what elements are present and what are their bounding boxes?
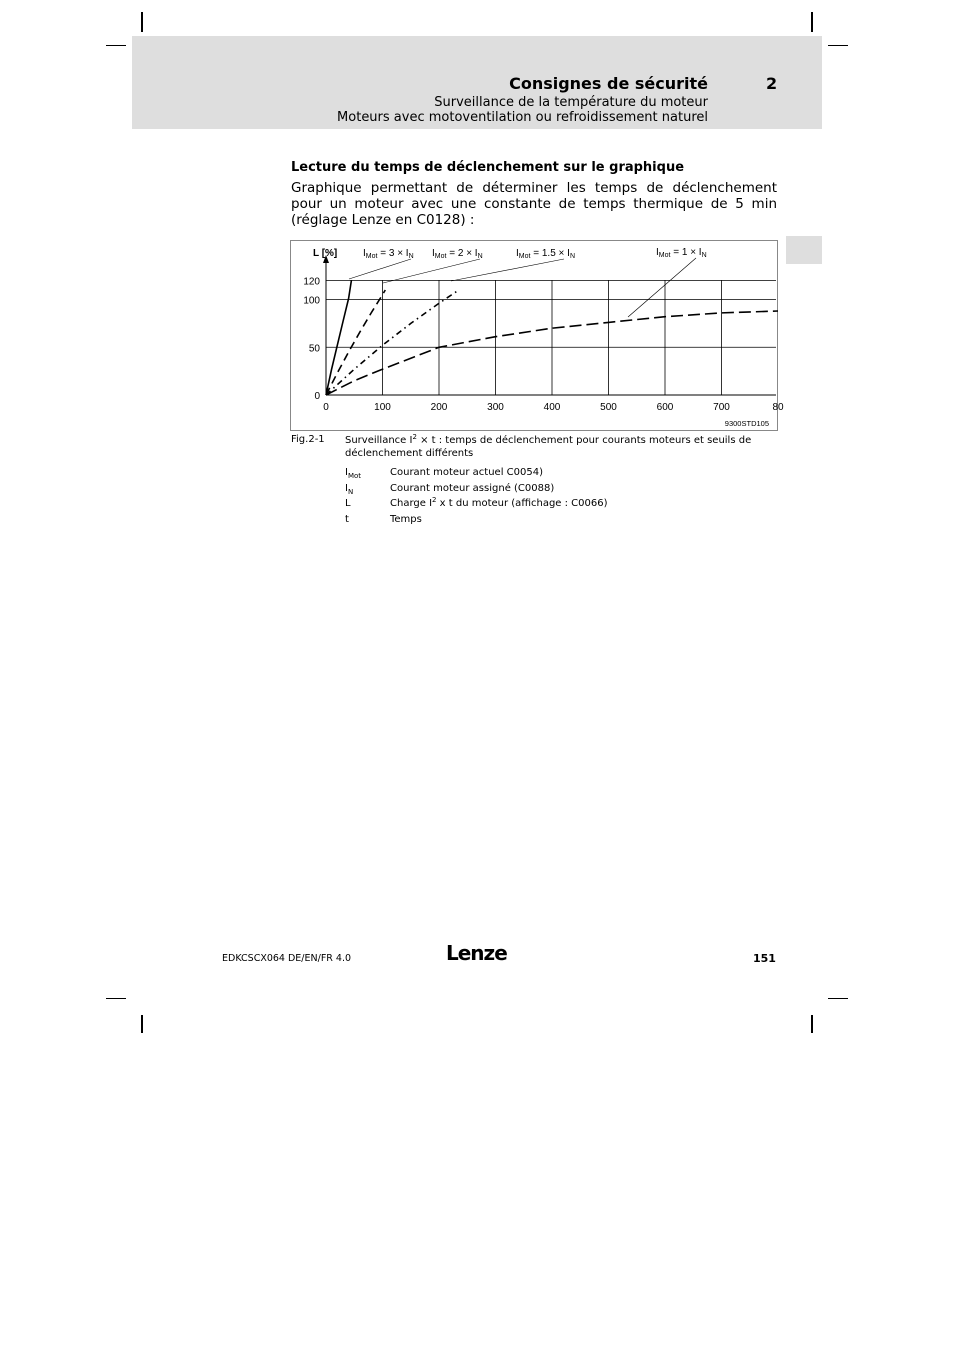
crop-mark xyxy=(106,998,126,999)
legend-description: Courant moteur actuel C0054) xyxy=(390,467,544,478)
crop-mark xyxy=(828,45,848,46)
x-tick-label: 80 xyxy=(772,402,784,413)
crop-mark xyxy=(106,45,126,46)
document-reference: EDKCSCX064 DE/EN/FR 4.0 xyxy=(222,953,352,964)
x-tick-label: 600 xyxy=(656,402,674,413)
crop-mark xyxy=(828,998,848,999)
x-tick-label: 700 xyxy=(713,402,730,413)
figure-code: 9300STD105 xyxy=(724,419,769,428)
page-title: Consignes de sécurité xyxy=(509,74,708,93)
chapter-number: 2 xyxy=(766,74,778,93)
callout-line xyxy=(451,259,564,281)
page-number: 151 xyxy=(753,952,776,965)
chart-frame xyxy=(290,240,784,431)
legend-symbol: $I_{Mot}$ xyxy=(345,467,362,480)
chart-callouts xyxy=(349,258,696,317)
crop-mark xyxy=(811,1015,813,1033)
x-tick-label: 500 xyxy=(600,402,617,413)
figure-caption: Surveillance $I^2 \times t$ : temps de déclenchement pour courants moteurs et seuils de déclenchement différents xyxy=(345,433,752,459)
legend-description: Temps xyxy=(390,513,422,525)
intro-paragraph: Graphique permettant de déterminer les temps de déclenchement pour un moteur avec une constante de temps thermique de 5 min (réglage Lenze en C0128) : xyxy=(291,180,777,228)
series-line xyxy=(326,290,385,395)
section-title: Lecture du temps de déclenchement sur le graphique xyxy=(291,160,685,175)
legend-symbol: $I_N$ xyxy=(345,482,354,496)
crop-mark xyxy=(811,12,813,32)
series-label: $I_{Mot} = 3 \times I_N$ xyxy=(363,248,414,260)
lenze-logo: Lenze xyxy=(446,941,507,965)
x-tick-label: 0 xyxy=(323,402,329,413)
y-tick-label: 0 xyxy=(314,391,320,402)
legend-symbol: L xyxy=(345,498,351,509)
trip-time-chart xyxy=(291,241,784,430)
y-axis-label: L [%] xyxy=(313,248,338,259)
header-subtitle-1: Surveillance de la température du moteur xyxy=(434,95,708,110)
x-tick-label: 300 xyxy=(487,402,504,413)
chart-ticks xyxy=(303,276,784,413)
series-labels xyxy=(363,247,707,260)
chapter-tab xyxy=(786,236,822,264)
callout-line xyxy=(628,258,696,317)
crop-mark xyxy=(141,1015,143,1033)
series-label: $I_{Mot} = 1 \times I_N$ xyxy=(656,247,707,259)
series-line xyxy=(326,280,351,395)
x-tick-label: 200 xyxy=(430,402,448,413)
series-label: $I_{Mot} = 1.5 \times I_N$ xyxy=(516,248,575,260)
crop-mark xyxy=(141,12,143,32)
chart-axes xyxy=(323,255,776,395)
x-tick-label: 400 xyxy=(543,402,561,413)
figure-number: Fig.2-1 xyxy=(291,434,325,445)
legend-description: Courant moteur assigné (C0088) xyxy=(390,482,555,494)
x-tick-label: 100 xyxy=(374,402,391,413)
callout-line xyxy=(349,259,411,279)
header-subtitle-2: Moteurs avec motoventilation ou refroidissement naturel xyxy=(337,110,708,125)
y-tick-label: 50 xyxy=(308,343,320,355)
y-tick-label: 100 xyxy=(303,295,320,307)
legend-description: Charge $I^2$ x t du moteur (affichage : C0066) xyxy=(390,496,608,509)
y-tick-label: 120 xyxy=(303,276,320,288)
callout-line xyxy=(383,259,480,283)
series-label: $I_{Mot} = 2 \times I_N$ xyxy=(432,248,483,260)
legend-symbol: t xyxy=(345,513,349,525)
